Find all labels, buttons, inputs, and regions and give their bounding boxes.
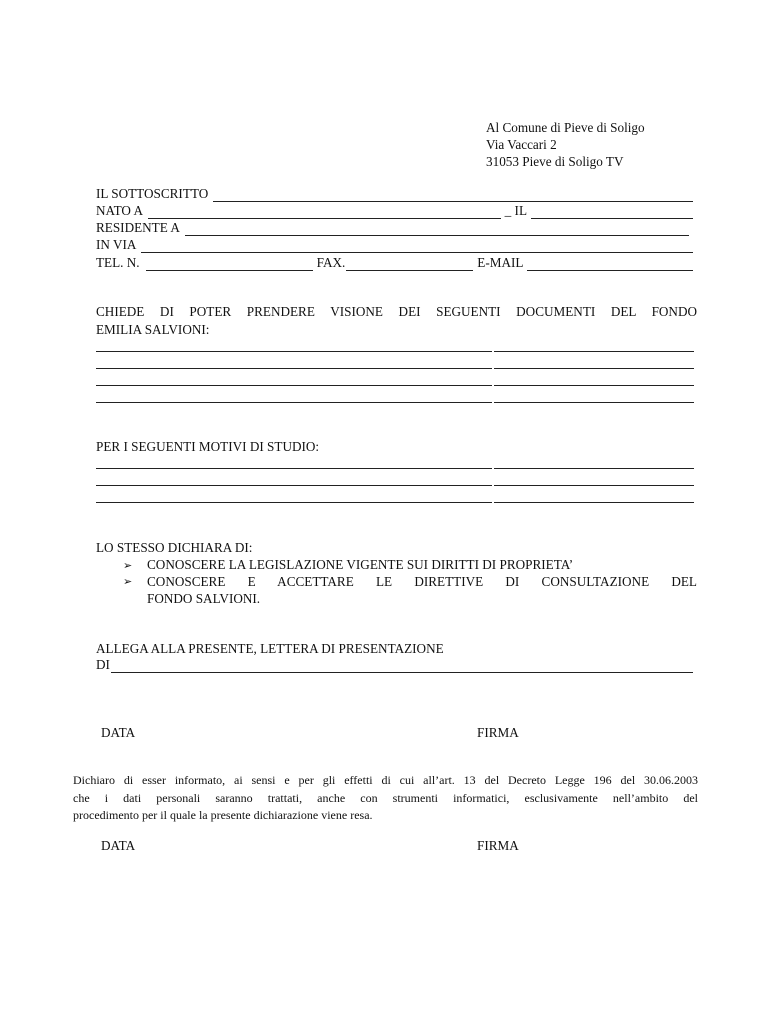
attachment-di-label: DI bbox=[96, 657, 110, 672]
privacy-line-1: Dichiaro di esser informato, ai sensi e per gli effetti di cui all’art. 13 del Decreto Legge 196 del 30.06.2003 bbox=[73, 773, 698, 787]
documents-input-line-3[interactable] bbox=[96, 385, 694, 386]
il-label: _ IL bbox=[504, 203, 527, 218]
residente-label: RESIDENTE A bbox=[96, 220, 180, 235]
declaration-item-1 bbox=[123, 556, 697, 574]
field-attachment-di bbox=[96, 656, 694, 673]
field-contacts bbox=[96, 254, 694, 271]
tel-label: TEL. N. bbox=[96, 255, 140, 270]
sottoscritto-label: IL SOTTOSCRITTO bbox=[96, 186, 209, 201]
signature-label-1: FIRMA bbox=[477, 725, 519, 740]
signature-label-2: FIRMA bbox=[477, 838, 519, 853]
email-label: E-MAIL bbox=[477, 255, 524, 270]
attachment-input-line[interactable] bbox=[111, 659, 693, 673]
privacy-line-2: che i dati personali saranno trattati, anche con strumenti informatici, esclusivamente nell’ambito del bbox=[73, 790, 698, 805]
address-line-2: Via Vaccari 2 bbox=[486, 137, 557, 152]
fax-label: FAX. bbox=[316, 255, 346, 270]
field-nato bbox=[96, 202, 694, 219]
arrow-bullet-icon: ➢ bbox=[123, 559, 133, 572]
documents-input-line-1[interactable] bbox=[96, 351, 694, 352]
privacy-line-3: procedimento per il quale la presente dichiarazione viene resa. bbox=[73, 808, 373, 822]
date-label-2: DATA bbox=[101, 838, 136, 853]
fax-input-line[interactable] bbox=[346, 257, 473, 271]
il-input-line[interactable] bbox=[531, 205, 693, 219]
documents-input-line-2[interactable] bbox=[96, 368, 694, 369]
motivi-input-line-3[interactable] bbox=[96, 502, 694, 503]
tel-input-line[interactable] bbox=[146, 257, 313, 271]
field-residente bbox=[96, 219, 690, 236]
declaration-heading: LO STESSO DICHIARA DI: bbox=[96, 540, 253, 555]
motivi-label: PER I SEGUENTI MOTIVI DI STUDIO: bbox=[96, 439, 320, 454]
motivi-input-line-1[interactable] bbox=[96, 468, 694, 469]
sottoscritto-input-line[interactable] bbox=[213, 188, 693, 202]
declaration-item-2 bbox=[123, 573, 697, 590]
residente-input-line[interactable] bbox=[185, 222, 689, 236]
declaration-item-2-text: CONOSCERE E ACCETTARE LE DIRETTIVE DI CONSULTAZIONE DEL bbox=[147, 574, 697, 589]
via-label: IN VIA bbox=[96, 237, 137, 252]
address-line-3: 31053 Pieve di Soligo TV bbox=[486, 154, 624, 169]
via-input-line[interactable] bbox=[141, 239, 693, 253]
arrow-bullet-icon: ➢ bbox=[123, 575, 133, 588]
email-input-line[interactable] bbox=[527, 257, 693, 271]
address-line-1: Al Comune di Pieve di Soligo bbox=[486, 120, 645, 135]
nato-label: NATO A bbox=[96, 203, 144, 218]
nato-input-line[interactable] bbox=[148, 205, 501, 219]
declaration-item-1-text: CONOSCERE LA LEGISLAZIONE VIGENTE SUI DIRITTI DI PROPRIETA’ bbox=[147, 557, 574, 572]
declaration-item-2-continued: FONDO SALVIONI. bbox=[147, 591, 261, 606]
recipient-address bbox=[486, 119, 645, 170]
privacy-statement bbox=[73, 772, 698, 825]
request-line-2: EMILIA SALVIONI: bbox=[96, 322, 210, 337]
attachment-label: ALLEGA ALLA PRESENTE, LETTERA DI PRESENTAZIONE bbox=[96, 641, 444, 656]
documents-input-line-4[interactable] bbox=[96, 402, 694, 403]
motivi-input-line-2[interactable] bbox=[96, 485, 694, 486]
field-sottoscritto bbox=[96, 185, 694, 202]
request-line-1: CHIEDE DI POTER PRENDERE VISIONE DEI SEGUENTI DOCUMENTI DEL FONDO bbox=[96, 304, 697, 319]
date-label-1: DATA bbox=[101, 725, 136, 740]
field-via bbox=[96, 236, 694, 253]
